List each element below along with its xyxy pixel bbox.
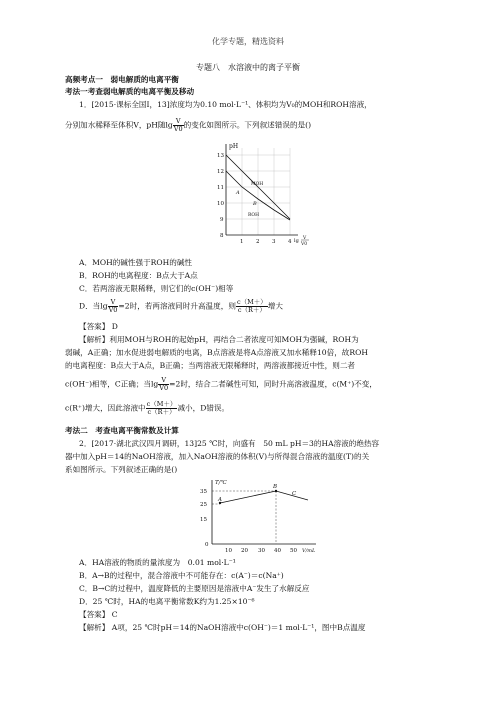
explanation-1-line-1: 【解析】利用MOH与ROH的起始pH，再结合二者浓度可知MOH为强碱，ROH为 bbox=[79, 335, 359, 344]
x-tick: 1 bbox=[240, 239, 244, 245]
explanation-1-line-5: c(R⁺)增大，因此溶液中 $\frac{c(M+)}{c(R+)}$ 减小，D错误。 bbox=[65, 400, 230, 416]
point-c-label: C bbox=[292, 491, 297, 497]
page-header: 化学专题，精选资料 bbox=[212, 37, 284, 46]
subsection-heading: 考法一考查弱电解质的电离平衡及移动 bbox=[65, 87, 195, 96]
fraction-v-v0: $\frac{V}{V0}$ bbox=[173, 117, 183, 133]
point-b bbox=[275, 490, 277, 492]
x-tick: 50 bbox=[290, 548, 297, 554]
option-2a: A．HA溶液的物质的量浓度为 0.01 mol·L⁻¹ bbox=[79, 558, 236, 567]
temperature-volume-graph bbox=[196, 476, 326, 554]
x-axis-label-numerator: V bbox=[303, 236, 307, 241]
y-tick: 13 bbox=[217, 153, 224, 159]
explanation-1-line-4: c(OH⁻)相等，C正确；当lg $\frac{V}{V0}$ =2时，结合二者碱性可知，同时升高溶液温度，c(M⁺)不变， bbox=[65, 376, 377, 392]
subsection-heading: 考法二 考查电离平衡常数及计算 bbox=[65, 426, 179, 435]
point-b-label: B bbox=[273, 484, 278, 490]
y-tick: 15 bbox=[200, 517, 207, 523]
explanation-1-line-2: 弱碱，A正确；加水促进弱电解质的电离，B点溶液是将A点溶液又加水稀释10倍，故ROH bbox=[65, 348, 368, 357]
option-1b: B．ROH的电离程度：B点大于A点 bbox=[79, 271, 198, 280]
y-tick: 35 bbox=[200, 489, 207, 495]
option-1c: C．若两溶液无限稀释，则它们的c(OH⁻)相等 bbox=[79, 284, 234, 293]
x-tick: 40 bbox=[274, 548, 281, 554]
explanation-1-line-3: 的电离程度：B点大于A点，B正确；当两溶液无限稀释时，两溶液都接近中性，则二者 bbox=[65, 361, 356, 370]
option-2b: B．A→B的过程中，混合溶液中不可能存在：c(A⁻)＝c(Na⁺) bbox=[79, 571, 284, 580]
answer-2: 【答案】 C bbox=[79, 610, 118, 619]
moh-label: MOH bbox=[251, 182, 264, 187]
x-axis-label: lg bbox=[294, 238, 299, 244]
question-1-line-2: 分别加水稀释至体积V，pH随lg $\frac{V}{V0}$ 的变化如图所示。下列叙述错误的是() bbox=[65, 117, 312, 133]
y-tick: 0 bbox=[205, 542, 209, 548]
explanation-2-line-1: 【解析】 A项，25 ℃时pH＝14的NaOH溶液中c(OH⁻)＝1 mol·L⁻¹，图中B点温度 bbox=[79, 623, 366, 632]
y-axis-label: pH bbox=[229, 143, 239, 150]
question-1-line-1: 1．[2015·课标全国Ⅰ，13]浓度均为0.10 mol·L⁻¹、体积均为V₀的MOH和ROH溶液， bbox=[79, 100, 372, 109]
question-2-line-1: 2．[2017·湖北武汉四月调研，13]25 ℃时，向盛有 50 mL pH＝3的HA溶液的绝热容 bbox=[79, 439, 380, 448]
x-tick: 3 bbox=[272, 239, 276, 245]
x-tick: 2 bbox=[256, 239, 260, 245]
y-tick: 9 bbox=[220, 217, 224, 223]
section-heading: 高频考点一 弱电解质的电离平衡 bbox=[65, 75, 179, 84]
x-axis-label: V/mL bbox=[302, 548, 316, 554]
y-tick: 12 bbox=[217, 169, 224, 175]
y-tick: 11 bbox=[217, 185, 224, 191]
y-tick: 8 bbox=[220, 233, 224, 239]
point-a-label: A bbox=[236, 190, 240, 196]
point-a-label: A bbox=[218, 497, 222, 503]
x-tick: 30 bbox=[258, 548, 265, 554]
option-1d: D．当lg $\frac{V}{V0}$ =2时，若两溶液同时升高温度，则 $\frac{c(M+)}{c(R+)}$ 增大 bbox=[79, 298, 283, 314]
x-tick: 10 bbox=[225, 548, 232, 554]
question-2-line-3: 系如图所示。下列叙述正确的是() bbox=[65, 465, 178, 474]
x-axis-label-denominator: V0 bbox=[301, 242, 308, 247]
option-2c: C．B→C的过程中，温度降低的主要原因是溶液中A⁻发生了水解反应 bbox=[79, 584, 310, 593]
y-axis-label: T/℃ bbox=[215, 480, 227, 486]
x-tick: 20 bbox=[241, 548, 248, 554]
option-1a: A．MOH的碱性强于ROH的碱性 bbox=[79, 258, 193, 267]
roh-label: ROH bbox=[248, 213, 260, 218]
x-tick: 4 bbox=[288, 239, 292, 245]
y-tick: 10 bbox=[217, 201, 224, 207]
question-2-line-2: 器中加入pH＝14的NaOH溶液，加入NaOH溶液的体积(V)与所得混合溶液的温度(T)的关 bbox=[65, 452, 370, 461]
y-tick: 25 bbox=[200, 502, 207, 508]
answer-1: 【答案】 D bbox=[79, 322, 118, 331]
ph-dilution-graph bbox=[198, 140, 310, 252]
point-b-label: B bbox=[253, 201, 257, 207]
option-2d: D．25 ℃时，HA的电离平衡常数K约为1.25×10⁻⁶ bbox=[79, 597, 255, 606]
page-title: 专题八 水溶液中的离子平衡 bbox=[196, 63, 300, 72]
